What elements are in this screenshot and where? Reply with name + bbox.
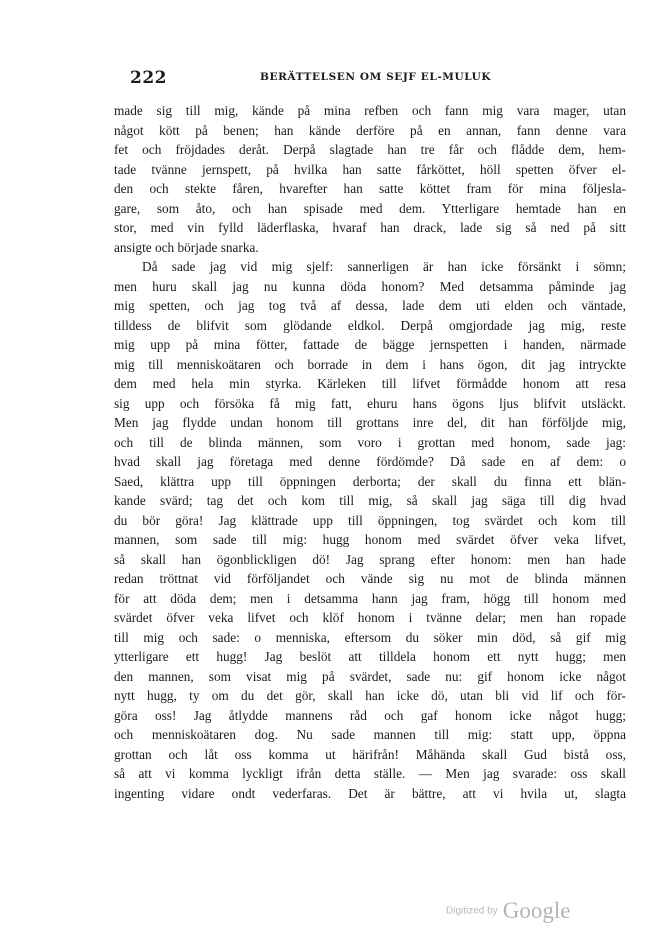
text-line: ingenting vidare ondt vederfaras. Det är bättre, att vi hvila ut, slagta [114, 785, 626, 801]
paragraph-2 [114, 257, 626, 803]
text-line: du bör göra! Jag klättrade upp till öppningen, tog svärdet och kom till [114, 512, 626, 528]
text-line: redan tröttnat vid förföljandet och vände sig nu mot de blinda männen [114, 571, 626, 586]
text-line: stor, med vin fylld läderflaska, hvaraf han drack, lade sig så ned på sitt [114, 220, 626, 235]
text-line: något kött på benen; han kände derföre på en annan, fann denne vara [114, 122, 626, 138]
text-line: ytterligare ett hugg! Jag beslöt att tilldela honom ett nytt hugg; men [114, 649, 626, 664]
text-line: kande svärd; tag det och kom till mig, så skall jag säga till dig hvad [114, 493, 626, 508]
text-line: den och stekte fåren, hvarefter han satte köttet fram för mina följesla- [114, 181, 626, 196]
text-line: den mannen, som visat mig på svärdet, sade nu: gif honom icke något [114, 668, 626, 684]
text-line: till mig och sade: o menniska, eftersom du söker min död, så gif mig [114, 629, 626, 645]
text-line: gare, som åto, och han spisade med dem. Ytterligare hemtade han en [114, 200, 626, 216]
text-line: fet och fröjdades deråt. Derpå slagtade han tre får och flådde dem, hem- [114, 142, 626, 157]
text-line: för att döda dem; men i detsamma hann jag fram, högg till honom med [114, 590, 626, 606]
watermark-prefix: Digitized by [446, 905, 498, 917]
text-line: Men jag flydde undan honom till grottans inre del, dit han förföljde mig, [114, 415, 626, 430]
text-line: så att vi komma lyckligt ifrån detta ställe. — Men jag svarade: oss skall [114, 766, 626, 781]
paragraph-1 [114, 101, 626, 257]
text-line: svärdet öfver veka lifvet och klöf honom i tvänne delar; men han ropade [114, 610, 626, 625]
text-line: och menniskoätaren dog. Nu sade mannen till mig: statt upp, öppna [114, 727, 626, 742]
text-line: made sig till mig, kände på mina refben och fann mig vara mager, utan [114, 103, 626, 118]
text-line: tade tvänne jernspett, på hvilka han satte fårköttet, höll spetten öfver el- [114, 161, 626, 177]
text-line: Saed, klättra upp till öppningen derborta; der skall du finna ett blän- [114, 473, 626, 489]
text-line: men huru skall jag nu kunna döda honom? Med detsamma påminde jag [114, 278, 626, 294]
text-line: Då sade jag vid mig sjelf: sannerligen är han icke försänkt i sömn; [142, 259, 626, 274]
text-line: nytt hugg, ty om du det gör, skall han icke dö, utan bli vid lif och för- [114, 688, 626, 703]
text-line: mig spetten, och jag tog två af dessa, lade dem uti elden och väntade, [114, 298, 626, 313]
text-line: ansigte och började snarka. [114, 239, 259, 255]
text-line: mig till menniskoätaren och borrade in dem i hans ögon, dit jag intryckte [114, 356, 626, 372]
text-line: hvad skall jag företaga med denne fördömde? Då sade en af dem: o [114, 454, 626, 469]
text-line: så skall han ögonblickligen dö! Jag sprang efter honom: men han hade [114, 551, 626, 567]
text-line: dem med hela min styrka. Kärleken till lifvet förmådde honom att resa [114, 376, 626, 391]
page-number: 222 [130, 68, 167, 88]
running-title: BERÄTTELSEN OM SEJF EL-MULUK [260, 71, 492, 83]
text-line: tilldess de blifvit som glödande eldkol. Derpå omgjordade jag mig, reste [114, 317, 626, 333]
body-text [114, 101, 626, 803]
text-line: sig upp och försöka få mig fatt, ehuru hans ögons ljus blifvit utsläckt. [114, 395, 626, 411]
text-line: göra oss! Jag åtlydde mannens råd och gaf honom icke något hugg; [114, 707, 626, 723]
text-line: mannen, som sade till mig: hugg honom med svärdet öfver veka lifvet, [114, 532, 626, 547]
running-header [130, 68, 626, 88]
text-line: mig upp på mina fötter, fattade de bägge jernspetten i handen, närmade [114, 337, 626, 352]
text-line: och till de blinda männen, som voro i grottan med honom, sade jag: [114, 434, 626, 450]
google-logo: Google [502, 898, 571, 923]
text-line: grottan och låt oss komma ut härifrån! Måhända skall Gud bistå oss, [114, 746, 626, 762]
digitized-watermark [446, 898, 571, 928]
